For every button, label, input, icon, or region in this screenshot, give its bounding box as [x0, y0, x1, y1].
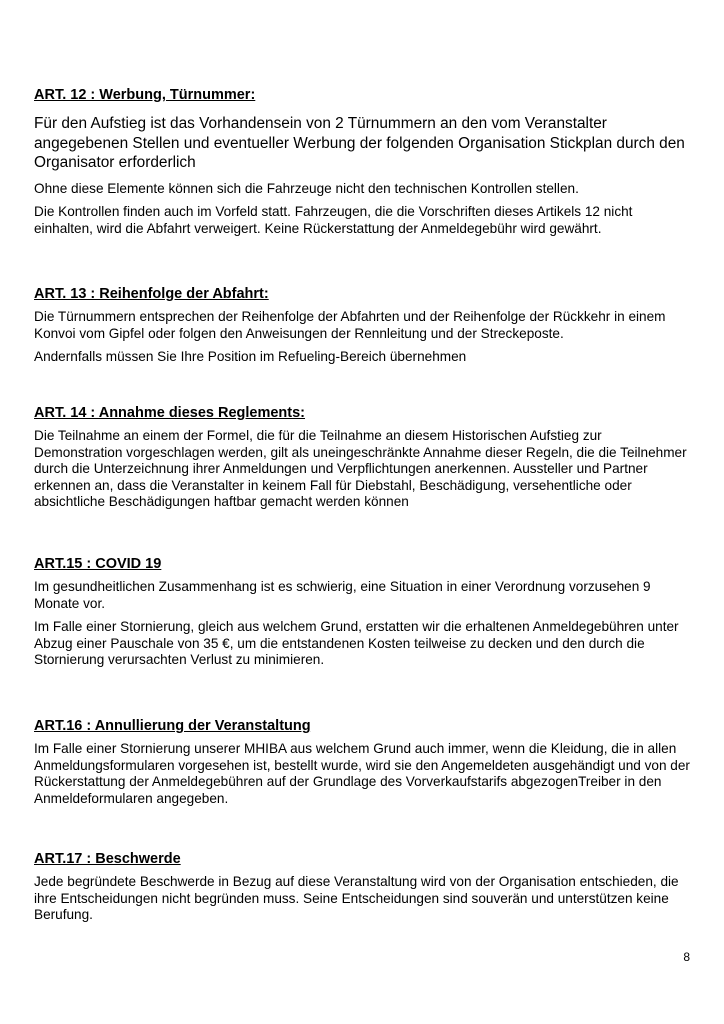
section-art-15: [34, 556, 690, 669]
section-heading: ART.15 : COVID 19: [34, 556, 162, 572]
section-heading: ART. 14 : Annahme dieses Reglements:: [34, 405, 306, 421]
section-heading: ART.16 : Annullierung der Veranstaltung: [34, 718, 311, 734]
section-paragraph: Die Kontrollen finden auch im Vorfeld statt. Fahrzeugen, die die Vorschriften dieses Artikels 12 nicht einhalten, wird die Abfahrt verweigert. Keine Rückerstattung der Anmeldegebühr wird gewährt.: [34, 204, 633, 236]
section-paragraph: Die Türnummern entsprechen der Reihenfolge der Abfahrten und der Reihenfolge der Rückkehr in einem Konvoi vom Gipfel oder folgen den Anweisungen der Rennleitung und der Streckeposte.: [34, 309, 666, 341]
section-paragraph: Andernfalls müssen Sie Ihre Position im Refueling-Bereich übernehmen: [34, 349, 467, 364]
section-heading: ART. 13 : Reihenfolge der Abfahrt:: [34, 286, 269, 302]
section-paragraph: Im Falle einer Stornierung, gleich aus welchem Grund, erstatten wir die erhaltenen Anmeldegebühren unter Abzug einer Pauschale von 35 €, um die entstandenen Kosten teilweise zu decken und den durch die Stornierung verursachten Verlust zu minimieren.: [34, 619, 679, 667]
section-art-16: [34, 718, 690, 807]
section-art-13: [34, 286, 690, 366]
section-paragraph: Im Falle einer Stornierung unserer MHIBA aus welchem Grund auch immer, wenn die Kleidung, die in allen Anmeldungsformularen vorgesehen ist, bestellt wurde, wird sie den Angemeldeten ausgehändigt und von der Rückerstattung der Anmeldegebühren auf der Grundlage des Vorverkaufstarifs abgezogenTreiber in den Anmeldeformularen angegeben.: [34, 741, 690, 806]
section-heading: ART.17 : Beschwerde: [34, 851, 181, 867]
page-number: 8: [683, 950, 690, 964]
section-heading: ART. 12 : Werbung, Türnummer:: [34, 87, 256, 103]
section-paragraph: Die Teilnahme an einem der Formel, die für die Teilnahme an diesem Historischen Aufstieg zur Demonstration vorgeschlagen werden, gilt als uneingeschränkte Annahme dieser Regeln, die die Teilnehmer durch die Unterzeichnung ihrer Anmeldungen und Verpflichtungen anerkennen. Aussteller und Partner erkennen an, dass die Veranstalter in keinem Fall für Diebstahl, Beschädigung, versehentliche oder absichtliche Beschädigungen haftbar gemacht werden können: [34, 428, 687, 509]
section-paragraph: Jede begründete Beschwerde in Bezug auf diese Veranstaltung wird von der Organisation entschieden, die ihre Entscheidungen nicht begründen muss. Seine Entscheidungen sind souverän und unterstützen keine Berufung.: [34, 874, 679, 922]
section-art-14: [34, 405, 690, 511]
section-art-12: [34, 87, 690, 237]
section-paragraph: Für den Aufstieg ist das Vorhandensein von 2 Türnummern an den vom Veranstalter angegebenen Stellen und eventueller Werbung der folgenden Organisation Stickplan durch den Organisator erforderlich: [34, 115, 685, 171]
section-paragraph: Ohne diese Elemente können sich die Fahrzeuge nicht den technischen Kontrollen stellen.: [34, 180, 579, 196]
section-paragraph: Im gesundheitlichen Zusammenhang ist es schwierig, eine Situation in einer Verordnung vorzusehen 9 Monate vor.: [34, 579, 651, 611]
section-art-17: [34, 851, 690, 924]
